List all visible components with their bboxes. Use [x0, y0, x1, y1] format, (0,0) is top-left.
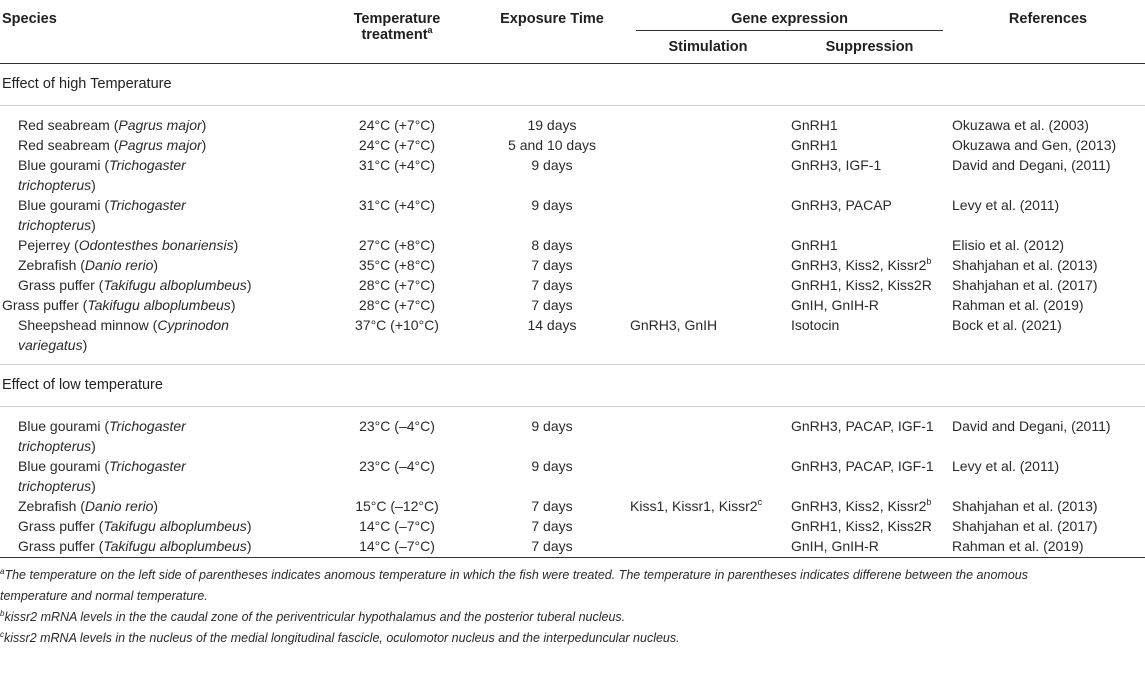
- section-spacer: [0, 355, 1145, 365]
- species-paren-close: ): [91, 177, 96, 193]
- species-paren-close: ): [91, 438, 96, 454]
- suppression-cell: [788, 195, 951, 235]
- species-paren-close: ): [246, 277, 252, 293]
- suppression-cell: [788, 295, 951, 315]
- suppression-genes: GnIH, GnIH-R: [791, 297, 879, 313]
- spacer-cell: [0, 407, 1145, 417]
- species-latin-name-cont: variegatus: [18, 337, 83, 353]
- stimulation-cell: [628, 456, 788, 496]
- suppression-genes: GnRH1: [791, 117, 838, 133]
- species-latin-name: Trichogaster: [109, 458, 186, 474]
- suppression-cell: [788, 536, 951, 558]
- spacer-cell: [0, 355, 1145, 365]
- suppression-cell: [788, 155, 951, 195]
- stimulation-cell: [628, 275, 788, 295]
- exposure-time-cell: 9 days: [531, 157, 573, 173]
- reference-cell: Shahjahan et al. (2017): [952, 518, 1098, 534]
- species-latin-name: Trichogaster: [109, 197, 186, 213]
- species-cell: [0, 115, 318, 135]
- suppression-cell: [788, 416, 951, 456]
- temperature-cell: 31°C (+4°C): [358, 157, 436, 173]
- reference-cell: Shahjahan et al. (2017): [952, 277, 1098, 293]
- species-latin-name: Takifugu alboplumbeus: [103, 538, 247, 554]
- header-stimulation: Stimulation: [628, 33, 788, 64]
- temperature-cell: 24°C (+7°C): [358, 117, 436, 133]
- temperature-cell: 37°C (+10°C): [355, 317, 439, 333]
- species-cell: [0, 235, 318, 255]
- table-row: [0, 235, 1145, 255]
- suppression-cell: [788, 235, 951, 255]
- footnote-text: The temperature on the left side of parentheses indicates anomous temperature in which the fish were treated. The temperature in parentheses indicates differene between the anomous: [4, 568, 1028, 582]
- species-latin-name-cont: trichopterus: [18, 438, 92, 454]
- species-paren-close: ): [153, 498, 159, 514]
- species-common-name: Blue gourami (: [18, 157, 110, 173]
- exposure-time-cell: 7 days: [531, 498, 573, 514]
- reference-cell: David and Degani, (2011): [952, 418, 1111, 434]
- temperature-cell: 23°C (–4°C): [359, 418, 435, 434]
- exposure-time-cell: 7 days: [531, 257, 573, 273]
- suppression-genes: GnRH3, PACAP, IGF-1: [791, 458, 934, 474]
- spacer-cell: [0, 106, 1145, 116]
- exposure-time-cell: 8 days: [531, 237, 573, 253]
- species-latin-name-cont: trichopterus: [18, 217, 92, 233]
- table-row: [0, 516, 1145, 536]
- species-latin-name: Cyprinodon: [157, 317, 229, 333]
- header-exposure-time: Exposure Time: [476, 0, 628, 64]
- suppression-genes: GnRH1, Kiss2, Kiss2R: [791, 277, 932, 293]
- species-paren-close: ): [201, 137, 207, 153]
- species-latin-name: Pagrus major: [118, 117, 202, 133]
- temperature-cell: 31°C (+4°C): [358, 197, 436, 213]
- stimulation-cell: [628, 135, 788, 155]
- section-title: Effect of high Temperature: [0, 64, 1145, 106]
- suppression-cell: [788, 315, 951, 355]
- footnote-continuation: temperature and normal temperature.: [0, 589, 208, 603]
- species-common-name: Red seabream (: [18, 137, 119, 153]
- temperature-cell: 28°C (+7°C): [358, 297, 436, 313]
- species-paren-close: ): [233, 237, 239, 253]
- suppression-cell: [788, 516, 951, 536]
- table-row: [0, 255, 1145, 275]
- reference-cell: Levy et al. (2011): [952, 458, 1060, 474]
- footnote: [0, 607, 1145, 628]
- temperature-cell: 24°C (+7°C): [358, 137, 436, 153]
- section-spacer: [0, 407, 1145, 417]
- species-latin-name: Danio rerio: [84, 257, 154, 273]
- reference-cell: Levy et al. (2011): [952, 197, 1060, 213]
- header-temperature-line1: Temperature: [353, 11, 441, 27]
- species-common-name: Grass puffer (: [2, 297, 88, 313]
- species-paren-close: ): [246, 518, 252, 534]
- temperature-cell: 14°C (–7°C): [318, 536, 476, 558]
- table-body: [0, 64, 1145, 558]
- species-common-name: Blue gourami (: [18, 458, 110, 474]
- species-common-name: Blue gourami (: [18, 197, 110, 213]
- species-paren-close: ): [153, 257, 159, 273]
- species-latin-name: Takifugu alboplumbeus: [87, 297, 231, 313]
- footnote: [0, 565, 1145, 586]
- suppression-genes: GnRH1, Kiss2, Kiss2R: [791, 518, 932, 534]
- species-paren-close: ): [82, 337, 88, 353]
- stimulation-cell: [628, 516, 788, 536]
- species-cell: [0, 536, 318, 558]
- table-row: [0, 496, 1145, 516]
- stimulation-cell: [628, 295, 788, 315]
- stimulation-cell: [628, 255, 788, 275]
- species-common-name: Red seabream (: [18, 117, 119, 133]
- section-title: Effect of low temperature: [0, 365, 1145, 407]
- species-latin-name: Odontesthes bonariensis: [78, 237, 234, 253]
- table-row: [0, 315, 1145, 355]
- species-latin-name-cont: trichopterus: [18, 478, 92, 494]
- stimulation-cell: [628, 155, 788, 195]
- suppression-genes: GnRH3, Kiss2, Kissr2: [791, 498, 927, 514]
- species-cell: [0, 195, 318, 235]
- exposure-time-cell: 7 days: [531, 518, 573, 534]
- reference-cell: Okuzawa and Gen, (2013): [952, 137, 1117, 153]
- temperature-cell: 28°C (+7°C): [358, 277, 436, 293]
- exposure-time-cell: 7 days: [531, 297, 573, 313]
- suppression-cell: [788, 115, 951, 135]
- species-latin-name: Takifugu alboplumbeus: [103, 518, 247, 534]
- suppression-genes: GnIH, GnIH-R: [791, 538, 879, 554]
- species-paren-close: ): [91, 478, 96, 494]
- stimulation-footnote-mark: c: [757, 497, 763, 507]
- species-latin-name: Trichogaster: [109, 418, 186, 434]
- species-paren-close: ): [246, 538, 252, 554]
- header-references: References: [951, 0, 1145, 64]
- table-row: [0, 275, 1145, 295]
- exposure-time-cell: 14 days: [527, 317, 577, 333]
- species-paren-close: ): [201, 117, 207, 133]
- suppression-cell: [788, 456, 951, 496]
- exposure-time-cell: 9 days: [531, 418, 573, 434]
- footnote-text: kissr2 mRNA levels in the nucleus of the medial longitudinal fascicle, oculomotor nucleus and the interpeduncular nucleus.: [4, 631, 680, 645]
- stimulation-cell: [628, 115, 788, 135]
- footnote: [0, 628, 1145, 649]
- suppression-cell: [788, 496, 951, 516]
- suppression-genes: GnRH3, IGF-1: [791, 157, 882, 173]
- header-species: Species: [0, 0, 318, 64]
- species-common-name: Grass puffer (: [18, 277, 104, 293]
- reference-cell: Shahjahan et al. (2013): [952, 498, 1098, 514]
- species-cell: [0, 255, 318, 275]
- header-suppression: Suppression: [788, 33, 951, 64]
- suppression-genes: Isotocin: [791, 317, 840, 333]
- reference-cell: Rahman et al. (2019): [952, 297, 1084, 313]
- species-paren-close: ): [91, 217, 96, 233]
- footnote-text: kissr2 mRNA levels in the the caudal zone of the periventricular hypothalamus and the posterior tuberal nucleus.: [4, 610, 626, 624]
- table-row: [0, 115, 1145, 135]
- footnote-mark: b: [0, 609, 5, 618]
- temperature-cell: 14°C (–7°C): [359, 518, 435, 534]
- suppression-genes: GnRH3, PACAP, IGF-1: [791, 418, 934, 434]
- header-temperature-footnote-mark: a: [427, 25, 433, 35]
- species-cell: [0, 155, 318, 195]
- species-common-name: Sheepshead minnow (: [18, 317, 158, 333]
- table-header: [0, 0, 1145, 64]
- species-common-name: Pejerrey (: [18, 237, 79, 253]
- exposure-time-cell: 7 days: [531, 277, 573, 293]
- table-row: [0, 135, 1145, 155]
- species-paren-close: ): [230, 297, 236, 313]
- species-common-name: Grass puffer (: [18, 518, 104, 534]
- species-common-name: Zebrafish (: [18, 498, 85, 514]
- table-row: [0, 456, 1145, 496]
- species-latin-name: Trichogaster: [109, 157, 186, 173]
- table-row: [0, 155, 1145, 195]
- species-cell: [0, 516, 318, 536]
- species-latin-name-cont: trichopterus: [18, 177, 92, 193]
- suppression-cell: [788, 275, 951, 295]
- species-cell: [0, 416, 318, 456]
- footnote-mark: a: [0, 567, 5, 576]
- stimulation-cell: [628, 315, 788, 355]
- exposure-time-cell: 19 days: [527, 117, 577, 133]
- suppression-cell: [788, 135, 951, 155]
- suppression-genes: GnRH3, PACAP: [791, 197, 892, 213]
- table-row: [0, 416, 1145, 456]
- table-row: [0, 536, 1145, 558]
- temperature-cell: 35°C (+8°C): [358, 257, 436, 273]
- stimulation-cell: [628, 235, 788, 255]
- species-cell: [0, 295, 318, 315]
- species-cell: [0, 275, 318, 295]
- exposure-time-cell: 5 and 10 days: [508, 137, 596, 153]
- exposure-time-cell: 7 days: [476, 536, 628, 558]
- suppression-genes: GnRH1: [791, 237, 838, 253]
- reference-cell: Elisio et al. (2012): [952, 237, 1065, 253]
- stimulation-cell: [628, 416, 788, 456]
- table-row: [0, 195, 1145, 235]
- species-cell: [0, 456, 318, 496]
- suppression-cell: [788, 255, 951, 275]
- table-footnotes: [0, 565, 1145, 649]
- stimulation-cell: [628, 195, 788, 235]
- stimulation-genes: GnRH3, GnIH: [630, 317, 718, 333]
- species-latin-name: Takifugu alboplumbeus: [103, 277, 247, 293]
- suppression-footnote-mark: b: [926, 497, 932, 507]
- reference-cell: David and Degani, (2011): [952, 157, 1111, 173]
- reference-cell: Bock et al. (2021): [952, 317, 1062, 333]
- reference-cell: Okuzawa et al. (2003): [952, 117, 1089, 133]
- stimulation-cell: [628, 496, 788, 516]
- species-latin-name: Pagrus major: [118, 137, 202, 153]
- temperature-cell: 15°C (–12°C): [355, 498, 439, 514]
- reference-cell: Rahman et al. (2019): [951, 536, 1145, 558]
- gene-expression-divider: [636, 30, 943, 31]
- section-spacer: [0, 106, 1145, 116]
- section-header-row: [0, 365, 1145, 407]
- header-gene-expression-label: Gene expression: [731, 11, 848, 27]
- species-cell: [0, 496, 318, 516]
- suppression-footnote-mark: b: [926, 256, 932, 266]
- suppression-genes: GnRH3, Kiss2, Kissr2: [791, 257, 927, 273]
- exposure-time-cell: 9 days: [531, 197, 573, 213]
- species-cell: [0, 315, 318, 355]
- species-common-name: Grass puffer (: [18, 538, 104, 554]
- header-gene-expression: [628, 0, 951, 33]
- stimulation-cell: [628, 536, 788, 558]
- section-header-row: [0, 64, 1145, 106]
- reference-cell: Shahjahan et al. (2013): [952, 257, 1098, 273]
- species-latin-name: Danio rerio: [84, 498, 154, 514]
- stimulation-genes: Kiss1, Kissr1, Kissr2: [630, 498, 758, 514]
- species-common-name: Zebrafish (: [18, 257, 85, 273]
- temperature-cell: 23°C (–4°C): [359, 458, 435, 474]
- suppression-genes: GnRH1: [791, 137, 838, 153]
- species-cell: [0, 135, 318, 155]
- species-common-name: Blue gourami (: [18, 418, 110, 434]
- header-temperature: [318, 0, 476, 64]
- exposure-time-cell: 9 days: [531, 458, 573, 474]
- footnote-mark: c: [0, 630, 4, 639]
- table-row: [0, 295, 1145, 315]
- header-temperature-line2: treatment: [361, 27, 428, 43]
- temperature-cell: 27°C (+8°C): [358, 237, 436, 253]
